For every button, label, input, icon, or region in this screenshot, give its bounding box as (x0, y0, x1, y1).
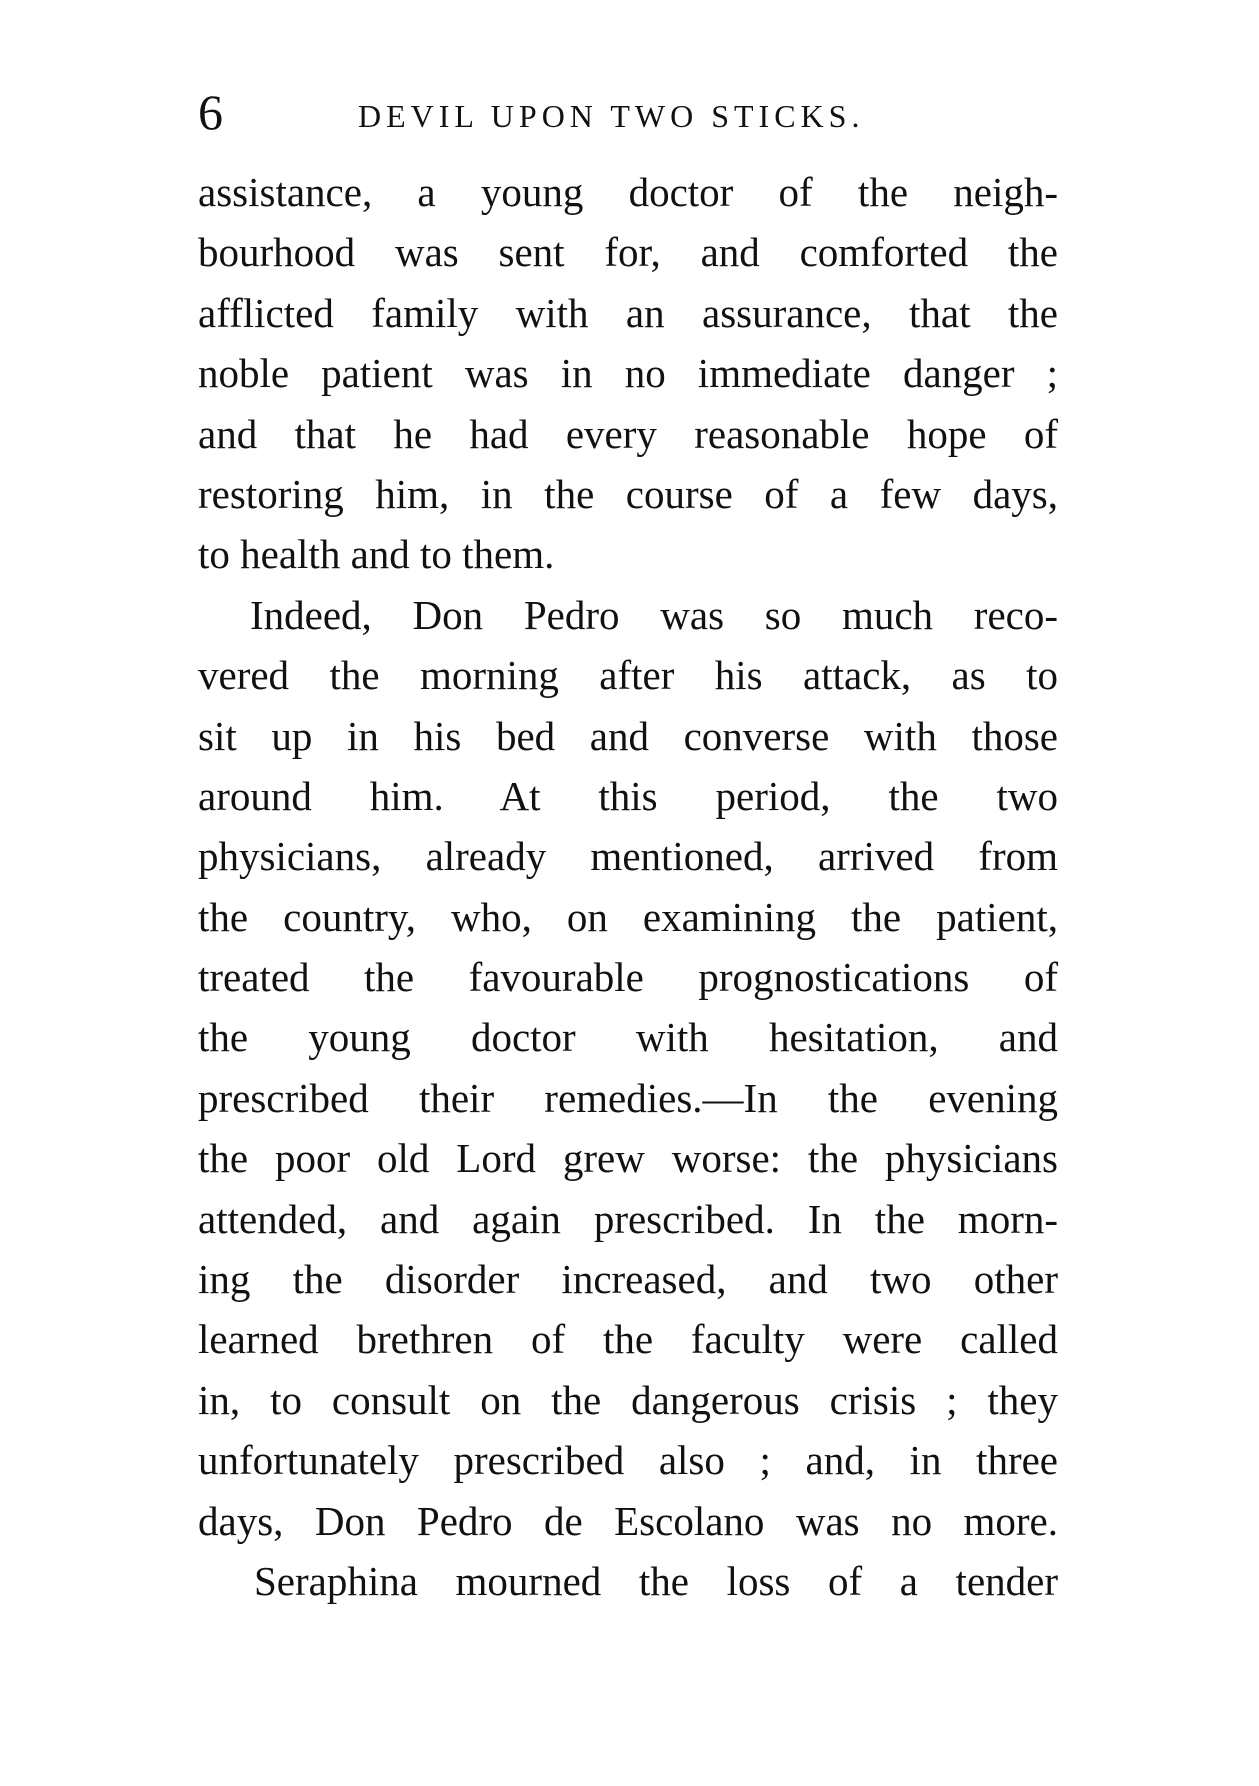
text-line: bourhood was sent for, and comforted the (198, 229, 1058, 276)
text-line: sit up in his bed and converse with those (198, 712, 1058, 759)
running-title: DEVIL UPON TWO STICKS. (358, 98, 865, 134)
text-line: vered the morning after his attack, as to (198, 652, 1058, 699)
text-line: unfortunately prescribed also ; and, in three (198, 1437, 1058, 1484)
text-line: noble patient was in no immediate danger ; (198, 350, 1058, 397)
text-line: physicians, already mentioned, arrived from (198, 833, 1058, 880)
text-line: in, to consult on the dangerous crisis ; they (198, 1376, 1058, 1423)
text-line: around him. At this period, the two (198, 772, 1058, 819)
text-line: Indeed, Don Pedro was so much reco- (250, 591, 1058, 638)
page-header (198, 82, 1058, 142)
text-line: afflicted family with an assurance, that the (198, 289, 1058, 336)
text-line: assistance, a young doctor of the neigh- (198, 169, 1058, 215)
text-line: learned brethren of the faculty were called (198, 1316, 1058, 1363)
text-line: attended, and again prescribed. In the morn- (198, 1195, 1058, 1242)
text-line: and that he had every reasonable hope of (198, 410, 1058, 457)
text-line: ing the disorder increased, and two other (198, 1256, 1058, 1303)
text-line: the young doctor with hesitation, and (198, 1014, 1058, 1061)
text-line: prescribed their remedies.—In the evening (198, 1074, 1058, 1121)
text-line: restoring him, in the course of a few days, (198, 470, 1058, 517)
text-line: the poor old Lord grew worse: the physicians (198, 1135, 1058, 1182)
text-line: treated the favourable prognostications of (198, 954, 1058, 1001)
body-text (198, 162, 1058, 1611)
text-line: to health and to them. (198, 531, 555, 578)
text-line: the country, who, on examining the patient, (198, 893, 1058, 940)
text-line: days, Don Pedro de Escolano was no more. (198, 1497, 1058, 1544)
page-number: 6 (198, 84, 223, 140)
text-line: Seraphina mourned the loss of a tender (254, 1557, 1058, 1604)
